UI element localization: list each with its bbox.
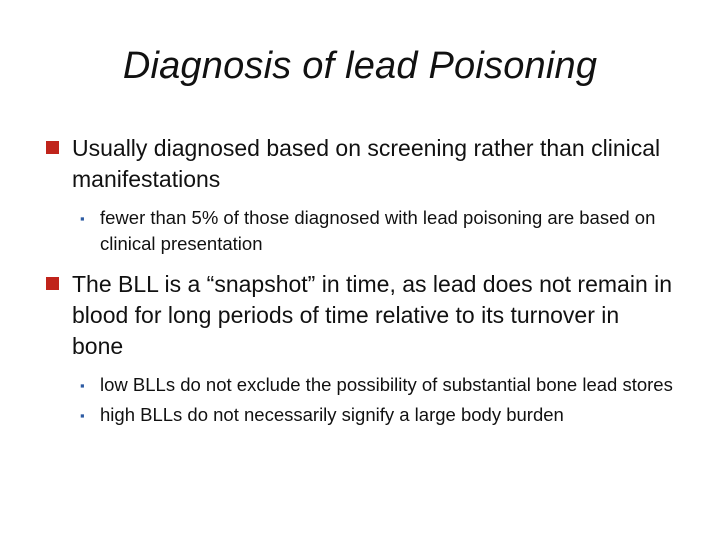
bullet-level2	[80, 205, 676, 257]
small-square-bullet-icon: ▪	[80, 378, 85, 393]
bullet-text: The BLL is a “snapshot” in time, as lead does not remain in blood for long periods of time relative to its turnover in bone	[72, 271, 673, 359]
bullet-level2	[80, 372, 676, 398]
bullet-level1	[46, 133, 676, 195]
slide-title: Diagnosis of lead Poisoning	[122, 45, 598, 87]
bullet-level1	[46, 269, 676, 362]
square-bullet-icon	[46, 141, 59, 154]
slide-body	[46, 133, 676, 428]
bullet-text: Usually diagnosed based on screening rather than clinical manifestations	[72, 135, 661, 192]
small-square-bullet-icon: ▪	[80, 408, 85, 423]
square-bullet-icon	[46, 277, 59, 290]
small-square-bullet-icon: ▪	[80, 211, 85, 226]
bullet-level2	[80, 402, 676, 428]
bullet-text: high BLLs do not necessarily signify a large body burden	[100, 404, 564, 425]
bullet-text: fewer than 5% of those diagnosed with lead poisoning are based on clinical presentation	[100, 207, 656, 254]
bullet-text: low BLLs do not exclude the possibility of substantial bone lead stores	[100, 374, 673, 395]
